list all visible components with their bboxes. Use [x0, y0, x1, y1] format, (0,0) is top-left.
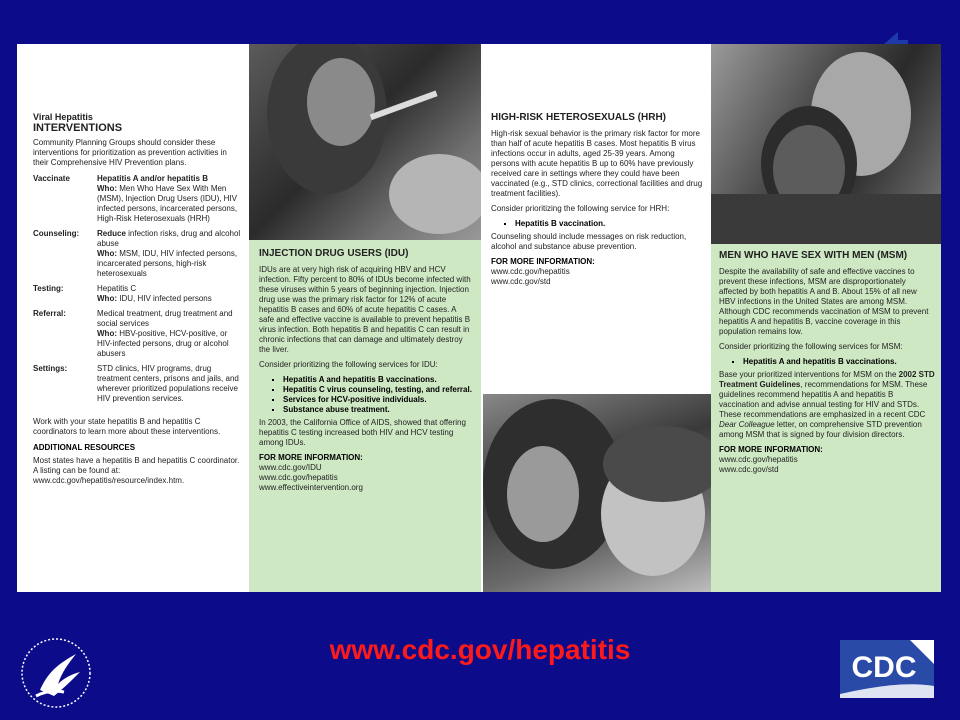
interventions-pretitle: Viral Hepatitis	[33, 112, 93, 122]
list-item: ▪ Services for HCV-positive individuals.	[283, 395, 473, 405]
list-item: ▪ Hepatitis B vaccination.	[515, 219, 705, 229]
brochure-image	[17, 44, 941, 592]
cdc-logo	[840, 640, 934, 698]
resources-text: Most states have a hepatitis B and hepatitis C coordinator. A listing can be found at: www.cdc.gov/hepatitis/resource/index.htm.	[33, 456, 240, 485]
panel-hrh	[483, 44, 711, 592]
msm-link: www.cdc.gov/hepatitis	[719, 455, 798, 464]
msm-photo-illustration	[711, 44, 941, 244]
row-label: Vaccinate	[33, 174, 70, 183]
row-label: Testing:	[33, 284, 64, 293]
row-value: Hepatitis C Who: IDU, HIV infected persons	[97, 284, 212, 303]
list-item: ▪ Hepatitis C virus counseling, testing, and referral.	[283, 385, 473, 395]
idu-photo-illustration	[249, 44, 481, 240]
idu-link: www.effectiveintervention.org	[259, 483, 363, 492]
row-value: Reduce infection risks, drug and alcohol abuse Who: MSM, IDU, HIV infected persons, incarcerated persons, high-risk heterosexuals	[97, 229, 241, 278]
msm-title: MEN WHO HAVE SEX WITH MEN (MSM)	[719, 250, 908, 261]
msm-link: www.cdc.gov/std	[719, 465, 779, 474]
idu-title: INJECTION DRUG USERS (IDU)	[259, 248, 409, 259]
hhs-seal-icon	[14, 634, 98, 712]
idu-services-list	[259, 375, 473, 415]
row-label: Counseling:	[33, 229, 80, 238]
hrh-services-list	[491, 219, 705, 229]
idu-photo	[249, 44, 481, 240]
idu-link: www.cdc.gov/hepatitis	[259, 473, 338, 482]
row-label: Referral:	[33, 309, 66, 318]
idu-paragraph: IDUs are at very high risk of acquiring HBV and HCV infection. Fifty percent to 80% of IDUs become infected with these viruses within 5 years of beginning injection. Injection drug use was the primary risk factor for 12% of acute hepatitis B cases and 60% of acute hepatitis C cases. A safe and effective vaccine is available to prevent hepatitis B virus infection. Both hepatitis B and hepatitis C can result in chronic infections that can damage and ultimately destroy the liver.	[259, 265, 471, 354]
couple-photo-illustration	[483, 394, 711, 592]
msm-more-info-title: FOR MORE INFORMATION:	[719, 445, 823, 454]
interventions-table	[33, 174, 241, 409]
hrh-consider: Consider prioritizing the following service for HRH:	[491, 204, 670, 213]
idu-link: www.cdc.gov/IDU	[259, 463, 322, 472]
panel-idu	[249, 44, 481, 592]
msm-photo	[711, 44, 941, 244]
msm-consider: Consider prioritizing the following services for MSM:	[719, 342, 903, 351]
idu-consider: Consider prioritizing the following services for IDU:	[259, 360, 438, 369]
hrh-counseling: Counseling should include messages on risk reduction, alcohol and substance abuse prevention.	[491, 232, 687, 251]
list-item: ▪ Hepatitis A and hepatitis B vaccinations.	[743, 357, 935, 367]
msm-paragraph: Despite the availability of safe and effective vaccines to prevent these infections, MSM are disproportionately affected by both hepatitis A and B. About 15% of all new HBV infections in the United States are among MSM. Although CDC recommends vaccination of MSM to prevent hepatitis A and hepatitis B, vaccine coverage in this population remains low.	[719, 267, 929, 336]
hrh-link: www.cdc.gov/std	[491, 277, 551, 286]
interventions-work-with: Work with your state hepatitis B and hepatitis C coordinators to learn more about these interventions.	[33, 417, 221, 436]
msm-services-list	[719, 357, 935, 367]
hepatitis-url[interactable]: www.cdc.gov/hepatitis	[329, 634, 631, 665]
idu-more-info-title: FOR MORE INFORMATION:	[259, 453, 363, 462]
interventions-intro: Community Planning Groups should consider these interventions for prioritization as prevention activities in their Comprehensive HIV Prevention plans.	[33, 138, 227, 167]
hrh-paragraph: High-risk sexual behavior is the primary risk factor for more than half of acute hepatitis B cases. Most hepatitis B virus infections occur in adults, aged 25-39 years. Among persons with acute hepatitis B up to 60% have previously received care in settings where they could have been vaccinated (e.g., STD clinics, correctional facilities and drug treatment facilities).	[491, 129, 703, 198]
couple-photo	[483, 394, 711, 592]
list-item: ▪ Substance abuse treatment.	[283, 405, 473, 415]
hrh-title: HIGH-RISK HETEROSEXUALS (HRH)	[491, 112, 667, 123]
idu-california: In 2003, the California Office of AIDS, showed that offering hepatitis C testing increased both HIV and HCV testing among IDUs.	[259, 418, 466, 447]
row-value: STD clinics, HIV programs, drug treatment centers, prisons and jails, and wherever prioritized populations receive HIV prevention services.	[97, 364, 239, 403]
panel-interventions	[17, 44, 249, 592]
list-item: ▪ Hepatitis A and hepatitis B vaccinations.	[283, 375, 473, 385]
hrh-more-info-title: FOR MORE INFORMATION:	[491, 257, 595, 266]
msm-guidelines: Base your prioritized interventions for MSM on the 2002 STD Treatment Guidelines, recommendations for MSM. These guidelines recommend hepatitis A and hepatitis B vaccination and advise annual testing for HIV and STDs. These recommendations are emphasized in a recent CDC Dear Colleague letter, on comprehensive STD prevention among MSM that is signed by four division directors.	[719, 370, 935, 439]
interventions-title: INTERVENTIONS	[33, 122, 123, 134]
hrh-link: www.cdc.gov/hepatitis	[491, 267, 570, 276]
cdc-logo-text: CDC	[851, 651, 917, 684]
row-label: Settings:	[33, 364, 68, 373]
panel-msm	[711, 44, 941, 592]
resources-title: ADDITIONAL RESOURCES	[33, 443, 136, 452]
row-value: Medical treatment, drug treatment and social services Who: HBV-positive, HCV-positive, or HIV-infected persons, drug or alcohol abusers	[97, 309, 233, 358]
row-value: Hepatitis A and/or hepatitis B Who: Men Who Have Sex With Men (MSM), Injection Drug Users (IDU), HIV infected persons, incarcerated persons, High-Risk Heterosexuals (HRH)	[97, 174, 238, 223]
